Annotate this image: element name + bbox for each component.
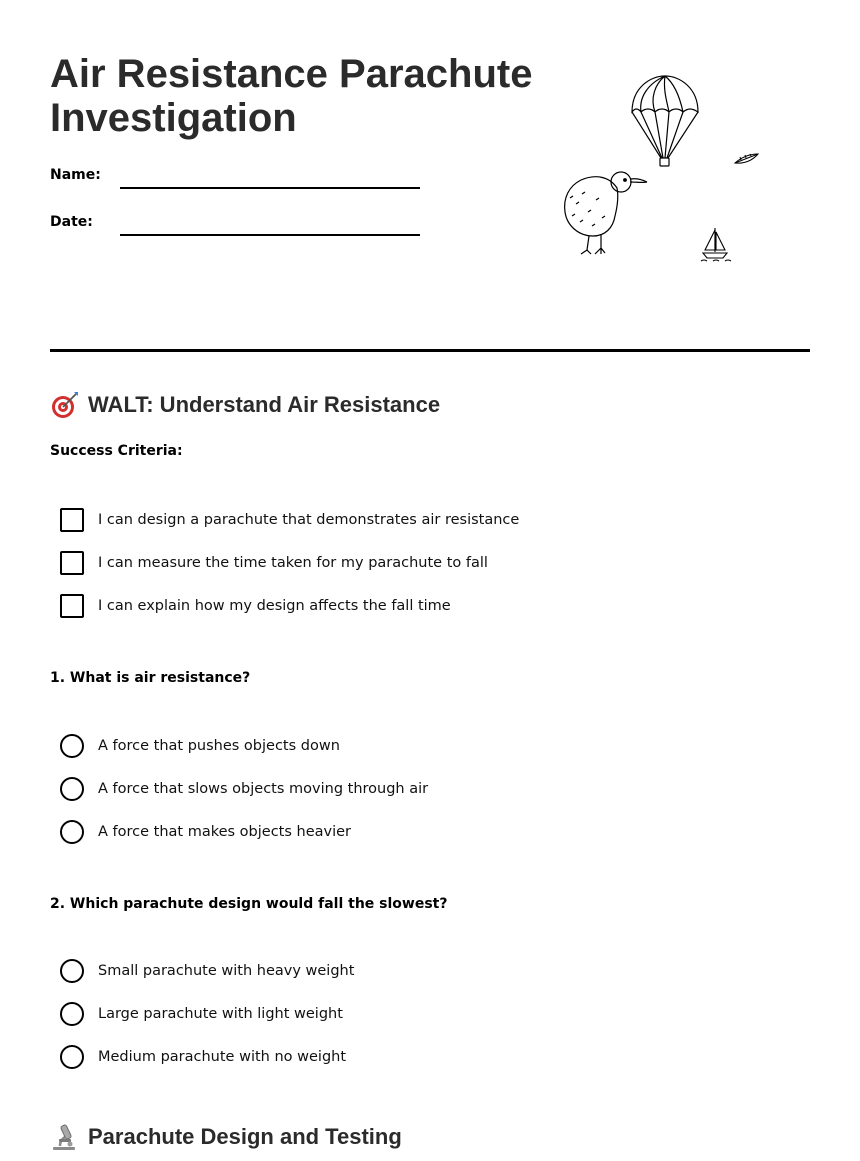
option-text: Large parachute with light weight <box>98 1006 343 1022</box>
radio-button[interactable] <box>60 1002 84 1026</box>
name-field[interactable] <box>120 187 420 189</box>
question-2-option[interactable] <box>60 1001 343 1027</box>
parachute-kiwi-illustration <box>555 70 765 270</box>
question-2-option[interactable] <box>60 1044 346 1070</box>
success-criteria-label: Success Criteria: <box>50 443 183 459</box>
parachute-icon <box>632 76 698 166</box>
criteria-item[interactable] <box>60 593 451 619</box>
criteria-checkbox[interactable] <box>60 594 84 618</box>
question-2-option[interactable] <box>60 958 354 984</box>
option-text: A force that pushes objects down <box>98 738 340 754</box>
question-2-prompt: 2. Which parachute design would fall the slowest? <box>50 896 448 912</box>
criteria-checkbox[interactable] <box>60 508 84 532</box>
option-text: A force that slows objects moving through air <box>98 781 429 797</box>
date-field[interactable] <box>120 234 420 236</box>
section-divider <box>50 349 810 352</box>
kiwi-bird-icon <box>565 172 647 254</box>
question-1-option[interactable] <box>60 819 351 845</box>
criteria-text: I can explain how my design affects the fall time <box>98 598 451 614</box>
question-1-option[interactable] <box>60 776 428 802</box>
radio-button[interactable] <box>60 1045 84 1069</box>
criteria-item[interactable] <box>60 550 488 576</box>
walt-heading <box>50 390 440 420</box>
criteria-text: I can design a parachute that demonstrates air resistance <box>98 512 520 528</box>
option-text: Medium parachute with no weight <box>98 1049 347 1065</box>
target-dart-icon <box>50 390 80 420</box>
radio-button[interactable] <box>60 959 84 983</box>
design-heading <box>50 1122 402 1152</box>
radio-button[interactable] <box>60 734 84 758</box>
name-label: Name: <box>50 167 101 183</box>
criteria-text: I can measure the time taken for my parachute to fall <box>98 555 488 571</box>
date-label: Date: <box>50 214 93 230</box>
question-1-prompt: 1. What is air resistance? <box>50 670 251 686</box>
sailboat-icon <box>701 228 731 261</box>
radio-button[interactable] <box>60 820 84 844</box>
option-text: A force that makes objects heavier <box>98 824 352 840</box>
microscope-icon <box>50 1122 80 1152</box>
page-title: Air Resistance Parachute Investigation <box>50 52 533 140</box>
design-heading-text: Parachute Design and Testing <box>88 1124 402 1149</box>
radio-button[interactable] <box>60 777 84 801</box>
criteria-checkbox[interactable] <box>60 551 84 575</box>
option-text: Small parachute with heavy weight <box>98 963 355 979</box>
criteria-item[interactable] <box>60 507 519 533</box>
question-1-option[interactable] <box>60 733 340 759</box>
walt-heading-text: WALT: Understand Air Resistance <box>88 392 441 417</box>
feather-icon <box>735 154 758 163</box>
